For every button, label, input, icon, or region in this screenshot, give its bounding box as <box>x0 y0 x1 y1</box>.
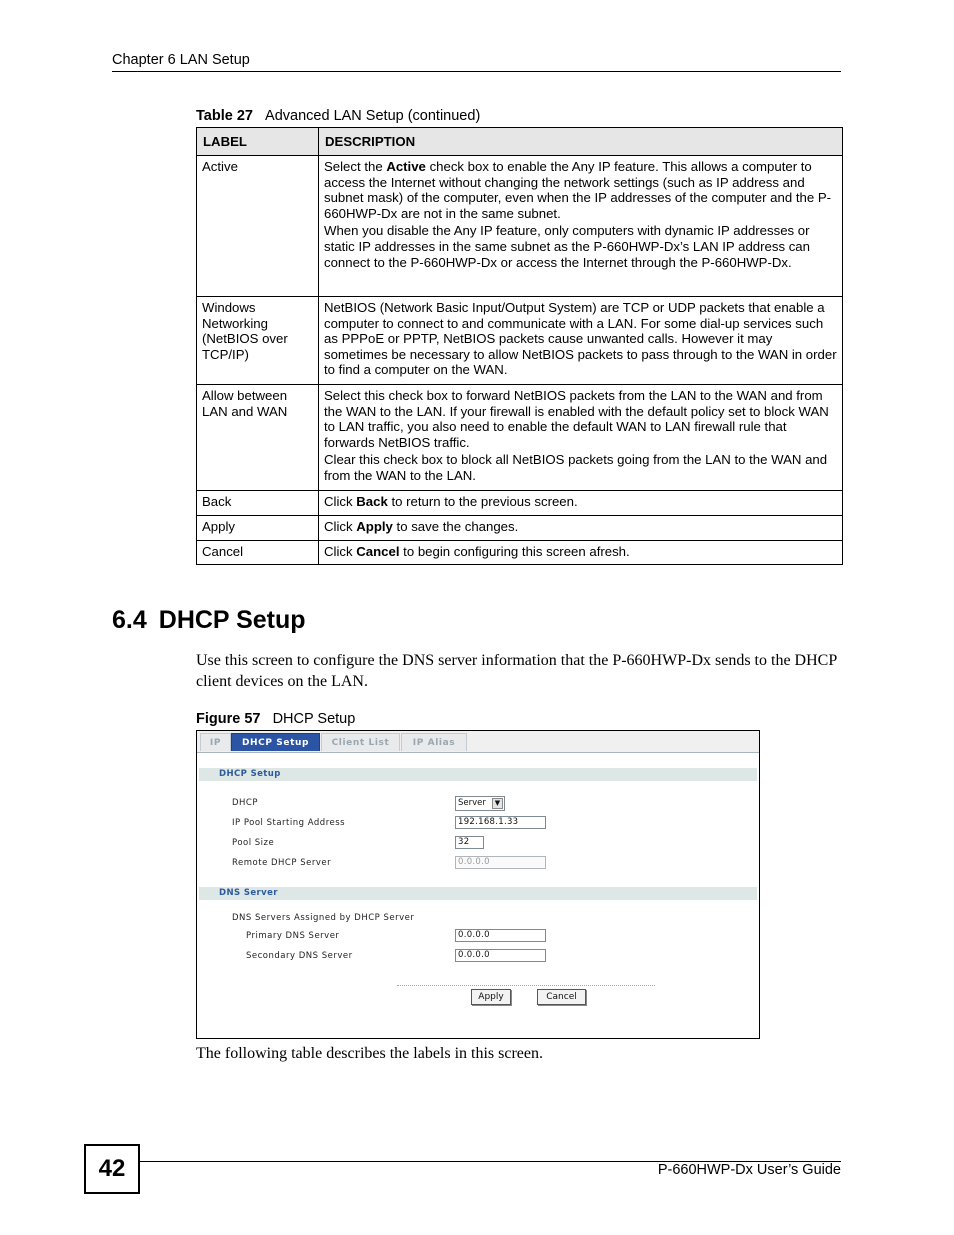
dhcp-setup-section-title: DHCP Setup <box>219 769 281 779</box>
button-divider <box>397 985 655 986</box>
table-caption <box>196 108 480 124</box>
table-row <box>197 297 843 385</box>
secondary-dns-label: Secondary DNS Server <box>246 951 353 961</box>
row-description <box>319 516 843 541</box>
desc-text: to return to the previous screen. <box>387 494 578 509</box>
desc-text: Click <box>324 544 357 559</box>
figure-caption-title: DHCP Setup <box>272 711 356 727</box>
desc-text: to begin configuring this screen afresh. <box>399 544 630 559</box>
dhcp-label: DHCP <box>232 798 258 808</box>
dhcp-setup-band <box>199 768 757 781</box>
section-intro: Use this screen to configure the DNS server information that the P-660HWP-Dx sends to the DHCP client devices on the LAN. <box>196 652 837 690</box>
dns-server-section-title: DNS Server <box>219 888 278 898</box>
table-caption-title: Advanced LAN Setup (continued) <box>265 108 481 124</box>
tab-dhcp-setup[interactable]: DHCP Setup <box>231 733 320 751</box>
table-row <box>197 156 843 297</box>
remote-dhcp-input[interactable]: 0.0.0.0 <box>455 856 546 869</box>
col-header-label: LABEL <box>197 128 319 156</box>
section-heading <box>112 606 306 635</box>
dhcp-mode-select[interactable] <box>455 796 505 811</box>
table-row <box>197 516 843 541</box>
cancel-button[interactable]: Cancel <box>537 989 586 1005</box>
primary-dns-input[interactable]: 0.0.0.0 <box>455 929 546 942</box>
row-description <box>319 156 843 297</box>
desc-bold: Cancel <box>356 544 400 559</box>
desc-paragraph <box>324 159 837 221</box>
table-row <box>197 385 843 491</box>
table-row <box>197 491 843 516</box>
dns-server-band <box>199 887 757 900</box>
pool-size-input[interactable]: 32 <box>455 836 484 849</box>
page-number: 42 <box>84 1144 140 1194</box>
row-label: Windows Networking (NetBIOS over TCP/IP) <box>197 297 319 385</box>
primary-dns-label: Primary DNS Server <box>246 931 340 941</box>
row-description <box>319 385 843 491</box>
secondary-dns-input[interactable]: 0.0.0.0 <box>455 949 546 962</box>
desc-text: to save the changes. <box>392 519 519 534</box>
tab-bar <box>197 731 759 753</box>
desc-bold: Apply <box>356 519 393 534</box>
desc-text: Click <box>324 519 357 534</box>
figure-caption <box>196 711 355 727</box>
row-description <box>319 541 843 565</box>
section-number: 6.4 <box>112 606 147 634</box>
remote-dhcp-label: Remote DHCP Server <box>232 858 332 868</box>
dhcp-mode-value: Server <box>458 798 486 808</box>
row-description <box>319 491 843 516</box>
desc-paragraph: Clear this check box to block all NetBIOS packets going from the LAN to the WAN and from the WAN to the LAN. <box>324 452 828 483</box>
guide-title: P-660HWP-Dx User’s Guide <box>657 1162 841 1178</box>
desc-bold: Back <box>356 494 388 509</box>
tab-ip[interactable]: IP <box>200 733 231 751</box>
row-label: Back <box>197 491 319 516</box>
pool-start-label: IP Pool Starting Address <box>232 818 346 828</box>
desc-paragraph: When you disable the Any IP feature, only computers with dynamic IP addresses or static IP addresses in the same subnet as the P-660HWP-Dx’s LAN IP address can connect to the P-660HWP-Dx or access the Internet through the P-660HWP-Dx. <box>324 223 810 270</box>
pool-size-label: Pool Size <box>232 838 275 848</box>
row-label: Allow between LAN and WAN <box>197 385 319 491</box>
dns-assigned-label: DNS Servers Assigned by DHCP Server <box>232 913 415 923</box>
table-caption-number: Table 27 <box>196 108 253 124</box>
desc-bold: Active <box>386 159 426 174</box>
row-description <box>319 297 843 385</box>
table-row <box>197 541 843 565</box>
section-title: DHCP Setup <box>158 606 306 634</box>
dhcp-setup-screenshot <box>196 730 760 1039</box>
figure-caption-number: Figure 57 <box>196 711 261 727</box>
desc-paragraph: Select this check box to forward NetBIOS packets from the LAN to the WAN and from the WAN to the LAN. If your firewall is enabled with the default policy set to block WAN to LAN traffic, you also need to enable the default WAN to LAN firewall rule that forwards NetBIOS traffic. <box>324 388 829 450</box>
following-table-note: The following table describes the labels in this screen. <box>196 1045 544 1062</box>
running-header: Chapter 6 LAN Setup <box>112 52 250 68</box>
tab-ip-alias[interactable]: IP Alias <box>401 733 467 751</box>
apply-button[interactable]: Apply <box>471 989 511 1005</box>
tab-client-list[interactable]: Client List <box>321 733 400 751</box>
desc-text: check box to enable the Any IP feature. This allows a computer to access the Internet without changing the network settings (such as IP address and subnet mask) of the computer, even when the IP addresses of the computer and the P-660HWP-Dx are not in the same subnet. <box>324 159 832 221</box>
chevron-down-icon[interactable]: ▼ <box>492 798 503 809</box>
col-header-description: DESCRIPTION <box>319 128 843 156</box>
desc-text: Select the <box>324 159 387 174</box>
header-rule <box>112 71 841 72</box>
row-label: Cancel <box>197 541 319 565</box>
table-header-row <box>197 128 843 156</box>
desc-text: Click <box>324 494 357 509</box>
pool-start-input[interactable]: 192.168.1.33 <box>455 816 546 829</box>
row-label: Active <box>197 156 319 297</box>
row-label: Apply <box>197 516 319 541</box>
advanced-lan-setup-table <box>196 127 843 565</box>
desc-paragraph: NetBIOS (Network Basic Input/Output System) are TCP or UDP packets that enable a computer to connect to and communicate with a LAN. For some dial-up services such as PPPoE or PPTP, NetBIOS packets cause unwanted calls. However it may sometimes be necessary to allow NetBIOS packets to pass through to the WAN in order to find a computer on the WAN. <box>324 300 837 378</box>
